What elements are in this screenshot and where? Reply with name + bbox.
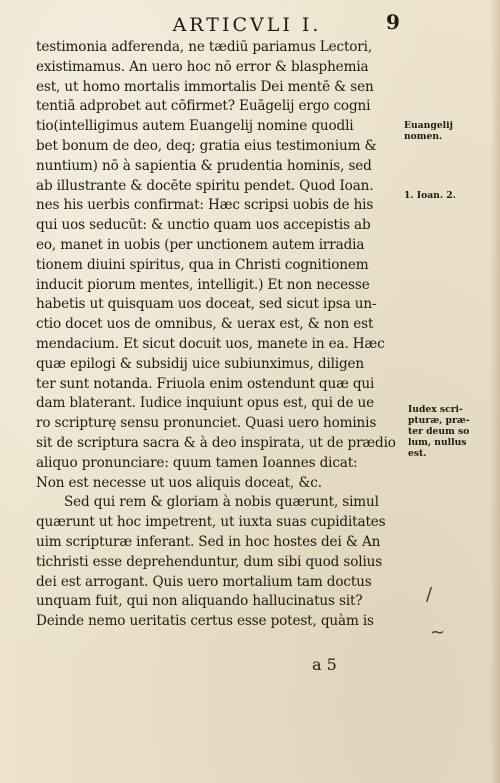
- margin-note-iudex: [408, 404, 498, 459]
- text-line: est, ut homo mortalis immortalis Dei mentē & sen: [36, 78, 374, 95]
- margin-note-line: pturæ, præ-: [408, 415, 470, 426]
- text-line: mendacium. Et sicut docuit uos, manete in ea. Hæc: [36, 335, 385, 352]
- margin-note-ioan: 1. Ioan. 2.: [404, 190, 456, 201]
- text-line: tichristi esse deprehenduntur, dum sibi quod solius: [36, 553, 383, 570]
- text-line: habetis ut quisquam uos doceat, sed sicut ipsa un-: [36, 296, 377, 313]
- margin-note-line: est.: [408, 448, 427, 459]
- margin-note-line: ter deum so: [408, 426, 470, 437]
- running-head: ARTICVLI I.: [172, 14, 322, 36]
- body-text: [36, 38, 402, 632]
- margin-note-line: Iudex scri-: [408, 404, 463, 415]
- text-line: ctio docet uos de omnibus, & uerax est, & non est: [36, 316, 374, 333]
- margin-note-line: lum, nullus: [408, 437, 467, 448]
- page-number: 9: [386, 10, 400, 34]
- text-line: dei est arrogant. Quis uero mortalium tam doctus: [36, 573, 372, 590]
- text-line: dam blaterant. Iudice inquiunt opus est, qui de ue: [36, 395, 375, 412]
- margin-note-line: nomen.: [404, 131, 443, 142]
- text-line: unquam fuit, qui non aliquando hallucinatus sit?: [36, 593, 363, 610]
- text-line: inducit piorum mentes, intelligit.) Et non necesse: [36, 276, 370, 293]
- text-line: bet bonum de deo, deq; gratia eius testimonium &: [36, 137, 377, 154]
- text-line: ab illustrante & docēte spiritu pendet. Quod Ioan.: [36, 177, 374, 194]
- text-line: uim scripturæ inferant. Sed in hoc hostes dei & An: [36, 533, 381, 550]
- pen-squiggle-mark: ~: [430, 622, 446, 643]
- margin-note-line: Euangelij: [404, 120, 453, 131]
- margin-note-evangelium: [404, 120, 494, 142]
- text-line: existimamus. An uero hoc nō error & blasphemia: [36, 58, 369, 75]
- text-line: nuntium) nō à sapientia & prudentia hominis, sed: [36, 157, 372, 174]
- text-line: sit de scriptura sacra & à deo inspirata, ut de prædio: [36, 434, 396, 451]
- text-line: quæ epilogi & subsidij uice subiunximus, diligen: [36, 355, 365, 372]
- text-line: aliquo pronunciare: quum tamen Ioannes dicat:: [36, 454, 358, 471]
- text-line: tionem diuini spiritus, qua in Christi cognitionem: [36, 256, 369, 273]
- text-line: quærunt ut hoc impetrent, ut iuxta suas cupiditates: [36, 514, 386, 531]
- text-line: testimonia adferenda, ne tædiū pariamus Lectori,: [36, 39, 373, 55]
- text-line: tio(intelligimus autem Euangelij nomine quodli: [36, 118, 354, 135]
- text-line: Sed qui rem & gloriam à nobis quærunt, simul: [64, 494, 379, 511]
- page-edge-shadow: [490, 0, 500, 783]
- text-line: ro scripturę sensu pronunciet. Quasi uero hominis: [36, 415, 377, 432]
- text-line: tentiā adprobet aut cōfirmet? Euāgelij ergo cogni: [36, 98, 371, 115]
- text-line: Deinde nemo ueritatis certus esse potest, quàm is: [36, 613, 374, 630]
- text-line: Non est necesse ut uos aliquis doceat, &c.: [36, 474, 322, 491]
- pen-stroke-mark: /: [426, 584, 433, 605]
- text-line: nes his uerbis confirmat: Hæc scripsi uobis de his: [36, 197, 374, 214]
- text-line: eo, manet in uobis (per unctionem autem irradia: [36, 236, 365, 253]
- signature-mark: a 5: [312, 655, 337, 674]
- text-line: ter sunt notanda. Friuola enim ostendunt quæ qui: [36, 375, 375, 392]
- text-line: qui uos seducūt: & unctio quam uos accepistis ab: [36, 217, 371, 234]
